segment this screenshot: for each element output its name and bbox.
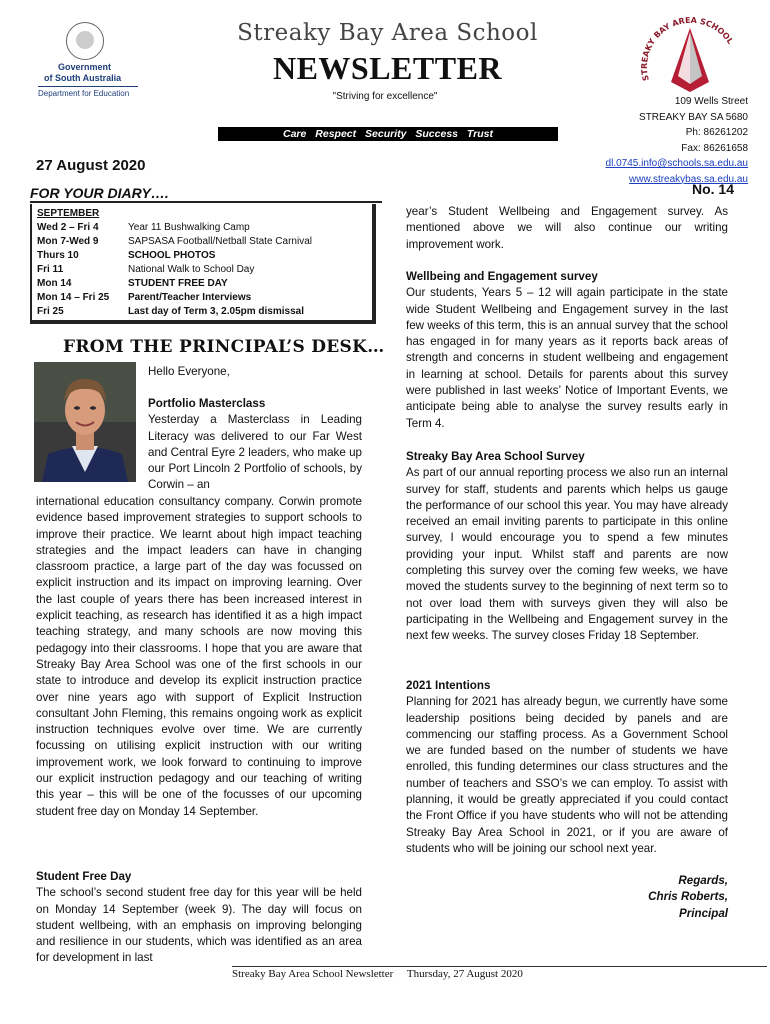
diary-date: Mon 14 <box>37 278 72 289</box>
values-banner: Care Respect Security Success Trust <box>218 127 558 141</box>
address-line: STREAKY BAY SA 5680 <box>639 111 748 123</box>
diary-row <box>37 292 377 306</box>
survey-section <box>406 449 728 645</box>
footer <box>232 968 562 980</box>
school-logo-icon <box>635 10 745 105</box>
signoff-role: Principal <box>679 906 728 920</box>
portfolio-heading: Portfolio Masterclass <box>148 397 266 410</box>
intentions-heading: 2021 Intentions <box>406 679 491 692</box>
diary-row <box>37 222 377 236</box>
diary-event: Parent/Teacher Interviews <box>128 292 252 303</box>
school-name: Streaky Bay Area School <box>237 20 538 46</box>
portfolio-intro-text: Yesterday a Masterclass in Leading Literacy was delivered to our Far West and Central Eyre 2 leaders, who make up our Port Lincoln 2 Portfolio of schools, by Corwin – an <box>148 413 362 492</box>
website-link[interactable]: www.streakybas.sa.edu.au <box>629 173 748 185</box>
wellbeing-section <box>406 269 728 432</box>
fax: Fax: 86261658 <box>681 142 748 154</box>
email-link[interactable]: dl.0745.info@schools.sa.edu.au <box>605 158 748 169</box>
gov-logo-line1: Government <box>58 62 112 72</box>
portfolio-body: international education consultancy company. Corwin promote evidence based improvement strategies to support schools to improve their practice. We learnt about high impact teaching strategies and the impact leaders can have in changing classroom practice, a large part of the day was focussed on explicit instruction and its impact on improving learning. Over the last couple of years there has been increased interest in explicit teaching, as research has identified it as a high impact teaching strategy, and many schools are now moving this pedagogy into their classrooms. I hope that you are aware that Streaky Bay Area School was one of the first schools in our state to introduce and develop its explicit instruction practice over nine years ago with support of Explicit Instruction consultant John Fleming, this remains ongoing work as explicit instruction techniques evolve over time. We are currently focussing on utilising explicit instruction with our writing improvement work, we look forward to continuing to improve our explicit instruction pedagogy and our teaching of writing this year – this will be one of the focusses of our upcoming student free day on Monday 14 September. <box>36 495 362 818</box>
diary-date: Mon 14 – Fri 25 <box>37 292 110 303</box>
diary-date: Fri 11 <box>37 264 64 275</box>
footer-divider <box>232 966 767 967</box>
survey-heading: Streaky Bay Area School Survey <box>406 450 585 463</box>
gov-logo-line3: Department for Education <box>38 89 130 98</box>
government-logo <box>36 22 146 102</box>
diary-date: Mon 7-Wed 9 <box>37 236 99 247</box>
gov-logo-line2: of South Australia <box>44 73 122 83</box>
intentions-text: Planning for 2021 has already begun, we currently have some leadership positions being decided by panels and are commencing our staffing process. As a Government School we are funded based on the number of students we have enrolled, this funding determines our class structures and the number of teachers and SSO’s we can employ. To assist with planning, it would be greatly appreciated if you could contact the Front Office if you have students who will not be attending Streaky Bay Area School in 2021, or if you are aware of students who will be joining our school next year. <box>406 695 728 855</box>
continued-text: year’s Student Wellbeing and Engagement survey. As mentioned above we will also continue our writing improvement work. <box>406 205 728 251</box>
intentions-section <box>406 678 728 857</box>
diary-date: Wed 2 – Fri 4 <box>37 222 99 233</box>
wellbeing-heading: Wellbeing and Engagement survey <box>406 270 598 283</box>
diary-row <box>37 236 377 250</box>
diary-divider <box>30 201 382 203</box>
diary-row <box>37 278 377 292</box>
signoff-regards: Regards, <box>678 874 728 887</box>
diary-date: Fri 25 <box>37 306 64 317</box>
principal-photo <box>34 362 136 482</box>
diary-event: National Walk to School Day <box>128 264 255 275</box>
diary-date: Thurs 10 <box>37 250 79 261</box>
free-day-heading: Student Free Day <box>36 870 132 883</box>
address-line: 109 Wells Street <box>674 96 748 107</box>
diary-event: Year 11 Bushwalking Camp <box>128 222 250 233</box>
diary-row <box>37 306 377 320</box>
footer-title: Streaky Bay Area School Newsletter <box>232 968 394 980</box>
school-logo-text: STREAKY BAY AREA SCHOOL <box>639 15 735 82</box>
newsletter-title: NEWSLETTER <box>272 50 503 86</box>
footer-date: Thursday, 27 August 2020 <box>406 968 523 980</box>
school-address <box>606 94 748 187</box>
survey-text: As part of our annual reporting process we also run an internal survey for staff, students and parents which helps us gauge the performance of our school this year. You may have already received an email inviting parents to participate in this online survey, I would encourage you to spend a few minutes providing your input. Whilst staff and parents are now completing this survey over the coming few weeks, we have moved the students survey to the beginning of next term so to not over load them with surveys given they will also be participating in the Wellbeing and Engagement survey in the next few weeks. The survey closes Friday 18 September. <box>406 466 728 643</box>
gov-logo-divider <box>38 86 138 87</box>
free-day-text: The school’s second student free day for this year will be held on Monday 14 September (week 9). The day will focus on student wellbeing, with an emphasis on improving belonging and resilience in our students, which was identified as an area for development in last <box>36 886 362 965</box>
signoff <box>648 873 728 922</box>
diary-title: FOR YOUR DIARY…. <box>30 185 169 201</box>
school-motto: "Striving for excellence" <box>332 91 438 102</box>
diary-event: SAPSASA Football/Netball State Carnival <box>128 236 312 247</box>
free-day-section <box>36 869 362 967</box>
portfolio-intro <box>148 396 362 494</box>
phone: Ph: 86261202 <box>685 127 748 138</box>
issue-date: 27 August 2020 <box>36 157 146 174</box>
signoff-name: Chris Roberts, <box>648 890 728 904</box>
diary-row <box>37 250 377 264</box>
diary-event: Last day of Term 3, 2.05pm dismissal <box>128 306 304 317</box>
greeting: Hello Everyone, <box>148 365 230 378</box>
diary-event: STUDENT FREE DAY <box>128 278 228 289</box>
issue-number: No. 14 <box>691 181 734 197</box>
principal-section-title: FROM THE PRINCIPAL’S DESK… <box>63 337 385 357</box>
crest-icon <box>66 22 104 60</box>
diary-row <box>37 264 377 278</box>
wellbeing-text: Our students, Years 5 – 12 will again participate in the state wide Student Wellbeing and Engagement survey in the last few weeks of this term, this is an annual survey that the school has engaged in for many years as it reports back areas of strength and concerns in student wellbeing and engagement in learning at school. Details for parents about this survey were published in last weeks’ Notice of Important Events, we anticipate being able to analyse the survey results early in Term 4. <box>406 286 728 430</box>
diary-event: SCHOOL PHOTOS <box>128 250 216 261</box>
diary-month: SEPTEMBER <box>37 208 100 219</box>
